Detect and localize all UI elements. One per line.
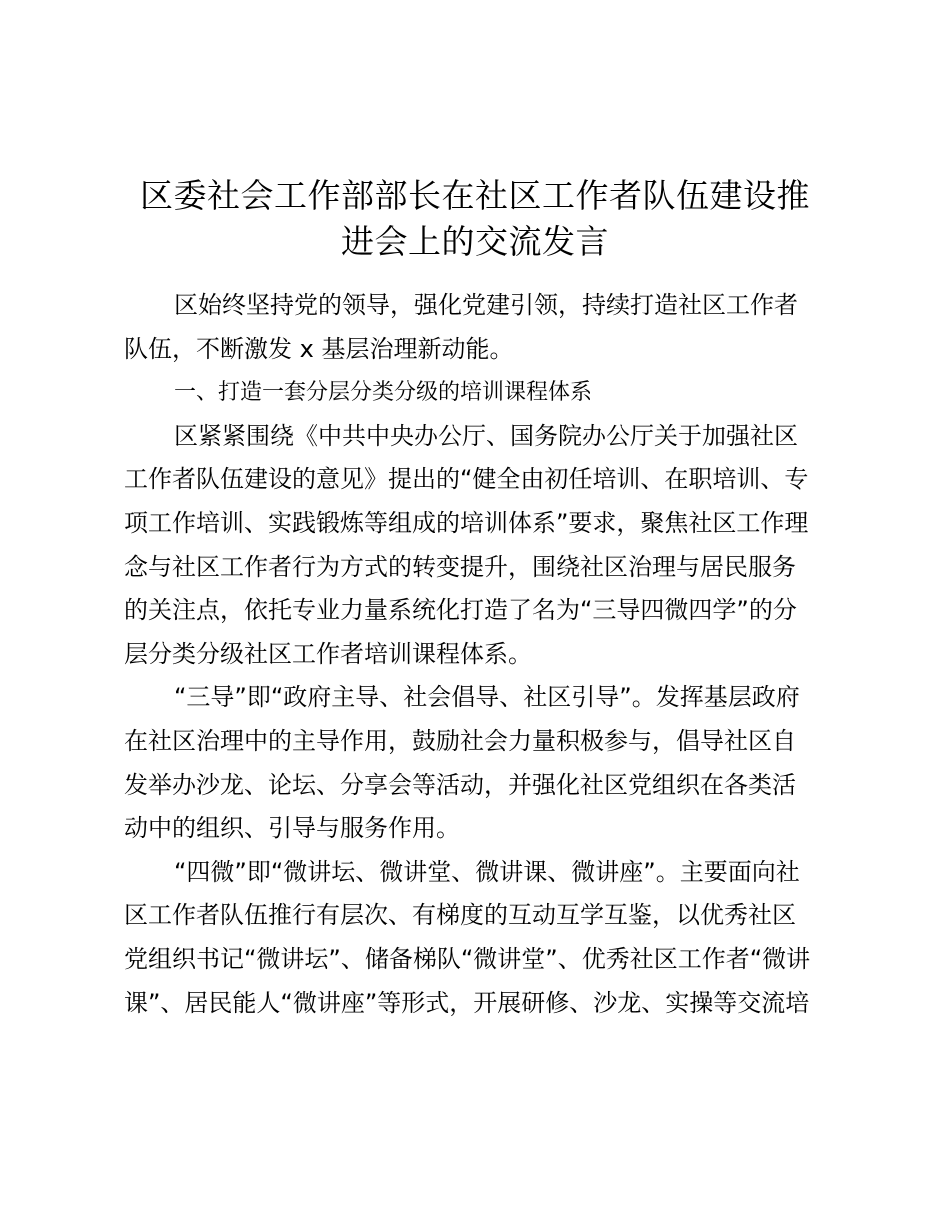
paragraph-four-micro [124,851,834,1025]
text-line: 在社区治理中的主导作用，鼓励社会力量积极参与，倡导社区自 [124,726,796,755]
text-line: “三导”即“政府主导、社会倡导、社区引导”。发挥基层政府 [174,683,800,712]
text-line: 课”、居民能人“微讲座”等形式，开展研修、沙龙、实操等交流培 [124,988,810,1017]
text-line: 工作者队伍建设的意见》提出的“健全由初任培训、在职培训、专 [124,465,809,494]
text-line: 念与社区工作者行为方式的转变提升，围绕社区治理与居民服务 [124,552,796,581]
heading-line: 一、打造一套分层分类分级的培训课程体系 [174,380,593,406]
text-line: 区工作者队伍推行有层次、有梯度的互动互学互鉴，以优秀社区 [124,901,796,930]
title-line: 进会上的交流发言 [341,222,609,261]
text-line: 区始终坚持党的领导，强化党建引领，持续打造社区工作者 [174,291,798,319]
paragraph-training-system [124,415,834,677]
text-line: 发举办沙龙、论坛、分享会等活动，并强化社区党组织在各类活 [124,770,796,799]
paragraph-three-guides [124,676,834,850]
text-line: 动中的组织、引导与服务作用。 [124,814,460,843]
text-line: 项工作培训、实践锻炼等组成的培训体系”要求，聚焦社区工作理 [124,508,809,537]
document-title [100,173,850,265]
text-line: 区紧紧围绕《中共中央办公厅、国务院办公厅关于加强社区 [174,421,798,450]
title-line: 区委社会工作部部长在社区工作者队伍建设推 [140,176,810,215]
text-line: 队伍，不断激发 x 基层治理新动能。 [124,334,514,363]
paragraph-intro [124,284,834,371]
text-line: 层分类分级社区工作者培训课程体系。 [124,639,532,668]
document-body [124,284,834,1025]
text-line: “四微”即“微讲坛、微讲堂、微讲课、微讲座”。主要面向社 [174,857,800,886]
section-heading [124,371,834,415]
text-line: 的关注点，依托专业力量系统化打造了名为“三导四微四学”的分 [124,596,797,625]
text-line: 党组织书记“微讲坛”、储备梯队“微讲堂”、优秀社区工作者“微讲 [124,944,811,973]
